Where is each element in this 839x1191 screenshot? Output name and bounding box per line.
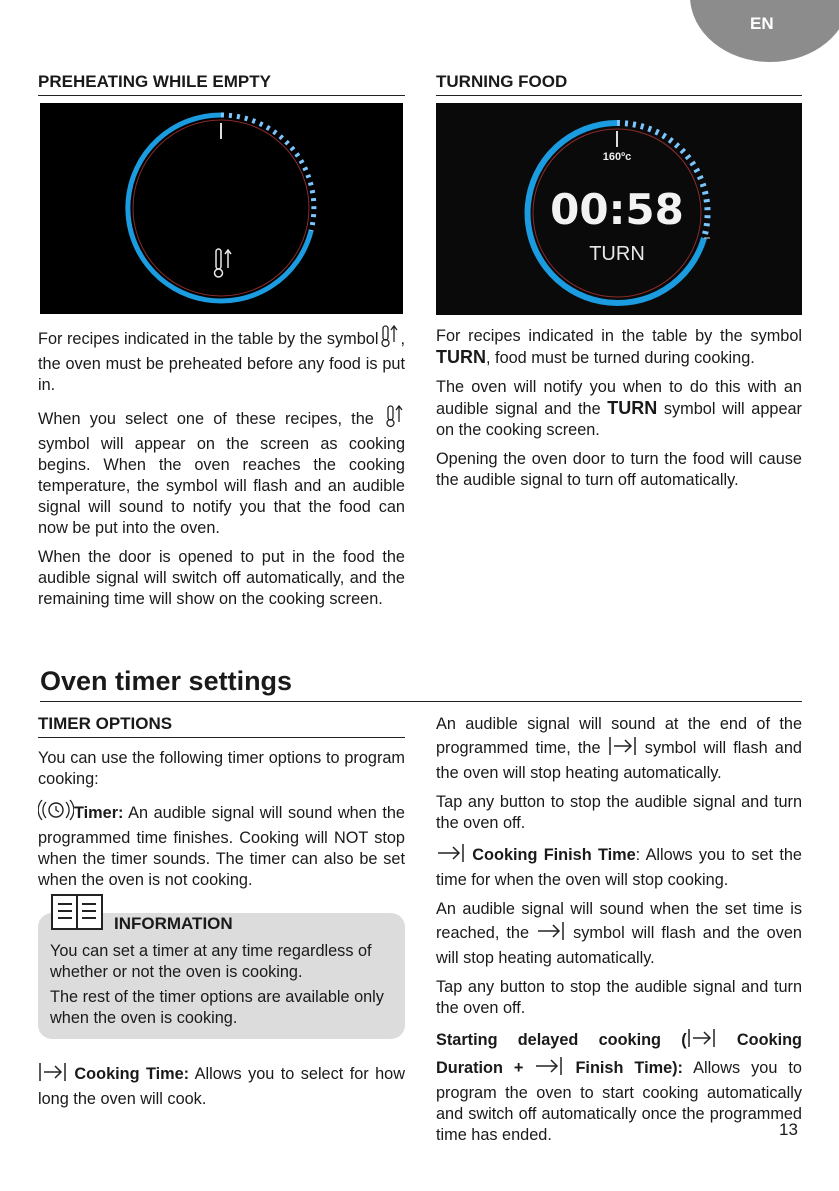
preheat-symbol-icon: [378, 324, 400, 354]
preheat-section: [38, 72, 405, 618]
finish-time-details-1: An audible signal will sound when the set time is reached, the symbol will flash and the oven will stop heating automatically.: [436, 900, 802, 967]
oven-timer-settings-title: Oven timer settings: [40, 666, 802, 702]
turning-title: TURNING FOOD: [436, 72, 802, 96]
information-title: INFORMATION: [114, 914, 233, 933]
finish-time-icon: [536, 920, 566, 948]
cooking-time-icon: [687, 1027, 717, 1055]
screen-time: 00:58: [550, 185, 684, 234]
preheat-paragraph-1: For recipes indicated in the table by the symbol , the oven must be preheated before any food is put in.: [38, 324, 405, 396]
screen-turn-label: TURN: [589, 243, 645, 265]
preheat-paragraph-3: When the door is opened to put in the food the audible signal will switch off automatically, and the remaining time will show on the cooking screen.: [38, 548, 405, 608]
information-paragraph-1: You can set a timer at any time regardless of whether or not the oven is cooking.: [50, 942, 372, 981]
turning-screen-image: [436, 103, 802, 315]
preheat-title: PREHEATING WHILE EMPTY: [38, 72, 405, 96]
turning-paragraph-3: Opening the oven door to turn the food will cause the audible signal to turn off automatically.: [436, 450, 802, 489]
cooking-time-icon: [608, 735, 638, 763]
preheat-symbol-icon: [383, 404, 405, 434]
timer-options-intro: You can use the following timer options to program cooking:: [38, 749, 405, 788]
information-box: [38, 913, 405, 1039]
language-label: EN: [750, 14, 774, 33]
page-number: 13: [779, 1120, 798, 1139]
finish-time-icon: [534, 1055, 564, 1083]
turning-paragraph-1: For recipes indicated in the table by the symbol TURN, food must be turned during cooking.: [436, 327, 802, 367]
timer-details-column: [436, 714, 802, 1154]
timer-options-title: TIMER OPTIONS: [38, 714, 405, 738]
cooking-time-icon: [38, 1061, 68, 1089]
timer-options-section: [38, 714, 405, 1118]
information-paragraph-2: The rest of the timer options are available only when the oven is cooking.: [50, 988, 384, 1027]
cooking-time-details-2: Tap any button to stop the audible signal and turn the oven off.: [436, 793, 802, 832]
timer-paragraph: Timer: An audible signal will sound when the programmed time finishes. Cooking will NOT stop when the timer sounds. The timer can also be set when the oven is not cooking.: [38, 798, 405, 891]
finish-time-details-2: Tap any button to stop the audible signal and turn the oven off.: [436, 978, 802, 1017]
finish-time-paragraph: Cooking Finish Time: Allows you to set the time for when the oven will stop cooking.: [436, 842, 802, 891]
cooking-time-paragraph: Cooking Time: Allows you to select for how long the oven will cook.: [38, 1061, 405, 1110]
thermometer-icon: [215, 249, 232, 277]
finish-time-icon: [436, 842, 466, 870]
turning-paragraph-2: The oven will notify you when to do this with an audible signal and the TURN symbol will appear on the cooking screen.: [436, 378, 802, 439]
turning-section: [436, 72, 802, 499]
preheat-paragraph-2: When you select one of these recipes, the symbol will appear on the screen as cooking begins. When the oven reaches the cooking temperature, the symbol will flash and an audible signal will sound to notify you that the food can now be put into the oven.: [38, 404, 405, 539]
information-header: [50, 893, 233, 936]
screen-temperature: 160ºc: [602, 151, 632, 163]
preheat-dial-graphic: [40, 103, 403, 314]
book-icon: [50, 893, 104, 936]
timer-bell-icon: [38, 798, 74, 828]
delayed-cooking-paragraph: Starting delayed cooking ( Cooking Duration + Finish Time): Allows you to program the oven to start cooking automatically and switch off automatically once the programmed time has ended.: [436, 1027, 802, 1146]
cooking-time-details-1: An audible signal will sound at the end of the programmed time, the symbol will flash and the oven will stop heating automatically.: [436, 715, 802, 782]
preheat-screen-image: [40, 103, 403, 314]
